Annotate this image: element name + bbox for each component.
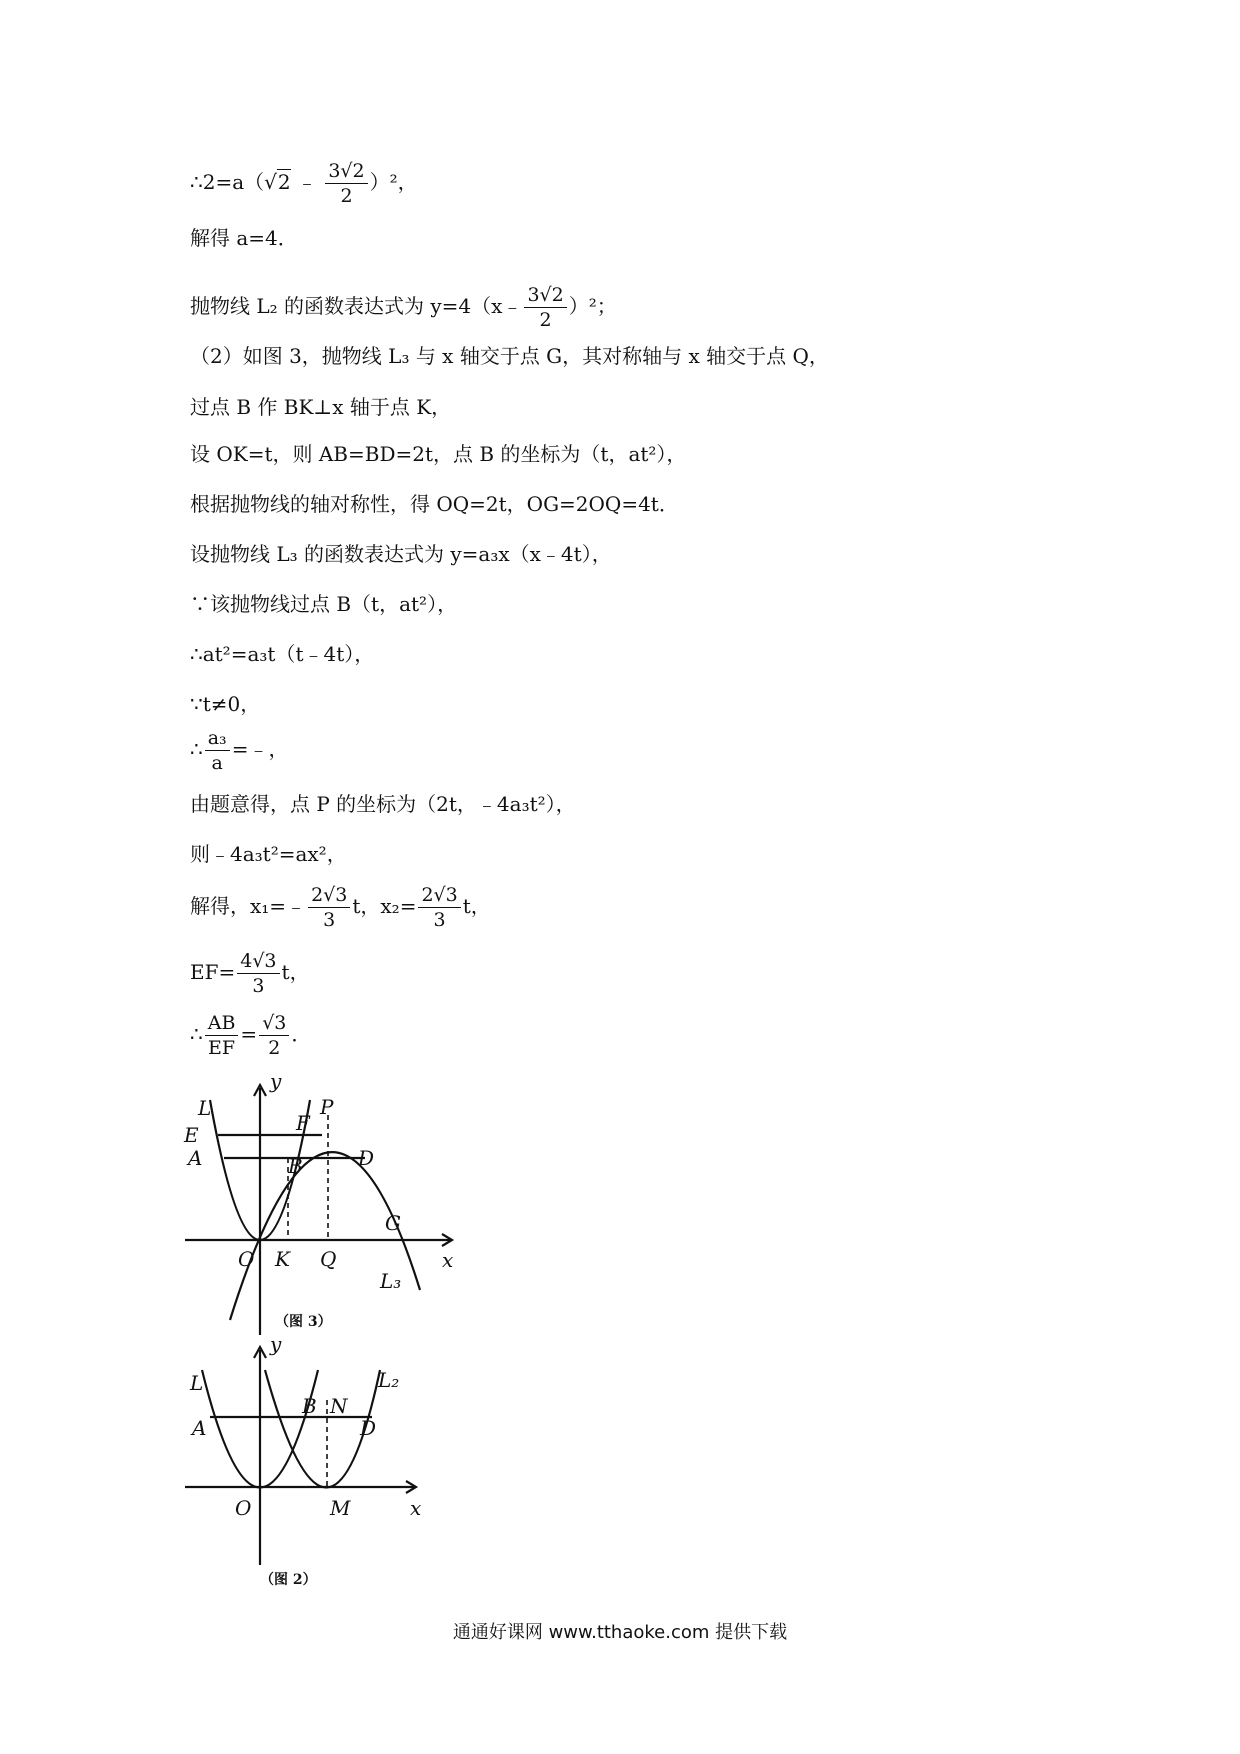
l1-suffix: ）²， [369,170,418,194]
fraction [325,160,367,207]
label-O: O [235,1496,252,1520]
solution-line-9: ∵该抛物线过点 B（t，at²）， [190,592,458,616]
solution-line-7: 根据抛物线的轴对称性，得 OQ=2t，OG=2OQ=4t． [190,492,679,516]
label-B: B [288,1154,303,1178]
solution-line-1: ∴2=a（√2 ﹣ $\frac{3√2}{2}$ ）²， [190,160,418,207]
fraction-denominator: EF [208,1037,236,1059]
figure-2 [180,1335,500,1599]
label-y: y [270,1335,282,1356]
fraction-denominator: 2 [539,309,552,331]
label-D: D [358,1146,375,1170]
l12-suffix: =﹣， [231,737,289,761]
l12-prefix: ∴ [190,737,203,761]
l3-prefix: 抛物线 L₂ 的函数表达式为 y=4（x﹣ [190,294,523,318]
fraction [308,884,350,931]
l15-mid: t，x₂= [352,894,417,918]
solution-line-14: 则﹣4a₃t²=ax²， [190,842,347,866]
label-A: A [192,1416,207,1440]
label-L: L [190,1371,204,1395]
l15-suffix: t， [462,894,491,918]
solution-line-10: ∴at²=a₃t（t﹣4t）， [190,642,375,666]
label-x: x [442,1248,454,1272]
fraction-numerator: 2√3 [418,884,460,908]
solution-line-6: 设 OK=t，则 AB=BD=2t，点 B 的坐标为（t，at²）， [190,442,687,466]
figure-3-svg [180,1070,480,1340]
fraction-denominator: 2 [268,1037,281,1059]
fraction [205,727,230,774]
fraction-denominator: 3 [433,909,446,931]
solution-line-15 [190,884,491,931]
fraction-denominator: 3 [323,909,336,931]
solution-line-4: （2）如图 3，抛物线 L₃ 与 x 轴交于点 G，其对称轴与 x 轴交于点 Q， [190,344,829,368]
solution-line-5: 过点 B 作 BK⊥x 轴于点 K， [190,395,452,419]
label-L2: L₂ [378,1368,400,1392]
l17-mid: = [240,1022,258,1046]
label-O: O [238,1247,255,1271]
fraction-numerator: 3√2 [524,284,566,308]
fraction [524,284,566,331]
label-P: P [320,1095,334,1119]
fraction-numerator: 3√2 [325,160,367,184]
fraction [259,1012,289,1059]
fraction-numerator: 2√3 [308,884,350,908]
fraction-numerator: √3 [259,1012,289,1036]
label-K: K [275,1247,290,1271]
sqrt-2: √2 [264,170,291,194]
label-B: B [302,1394,317,1418]
figure-2-caption: （图 2） [260,1572,317,1588]
label-D: D [360,1416,377,1440]
label-L3: L₃ [380,1269,402,1293]
fraction-numerator: 4√3 [237,950,279,974]
l17-prefix: ∴ [190,1022,203,1046]
fraction-numerator: a₃ [205,727,230,751]
solution-line-8: 设抛物线 L₃ 的函数表达式为 y=a₃x（x﹣4t）， [190,542,612,566]
figure-3-caption: （图 3） [275,1314,332,1330]
l16-suffix: t， [281,960,310,984]
fraction-denominator: 3 [252,975,265,997]
fraction-denominator: a [211,752,223,774]
page-footer: 通通好课网 www.tthaoke.com 提供下载 [452,1622,788,1643]
label-M: M [330,1496,351,1520]
fraction-numerator: AB [205,1012,239,1036]
solution-line-13: 由题意得，点 P 的坐标为（2t，﹣4a₃t²）， [190,792,576,816]
label-x: x [410,1496,422,1520]
solution-line-3 [190,284,617,331]
label-F: F [296,1111,310,1135]
label-E: E [184,1123,199,1147]
l15-prefix: 解得，x₁=﹣ [190,894,307,918]
label-Q: Q [320,1247,337,1271]
label-L: L [198,1096,212,1120]
label-G: G [385,1211,401,1235]
solution-line-11: ∵t≠0， [190,692,261,716]
solution-line-12 [190,727,288,774]
label-N: N [330,1394,348,1418]
fraction-denominator: 2 [340,185,353,207]
l16-prefix: EF= [190,960,236,984]
figure-3 [180,1070,480,1344]
l17-suffix: ． [291,1022,312,1046]
fraction [205,1012,239,1059]
l1-prefix: ∴2=a（ [190,170,265,194]
parabola-L3 [230,1152,420,1320]
fraction [237,950,279,997]
figure-2-svg [180,1335,500,1595]
solution-line-17 [190,1012,311,1059]
fraction [418,884,460,931]
label-A: A [188,1146,203,1170]
l3-suffix: ）²； [568,294,617,318]
label-y: y [270,1070,282,1093]
solution-line-16 [190,950,310,997]
solution-line-2: 解得 a=4． [190,226,298,250]
